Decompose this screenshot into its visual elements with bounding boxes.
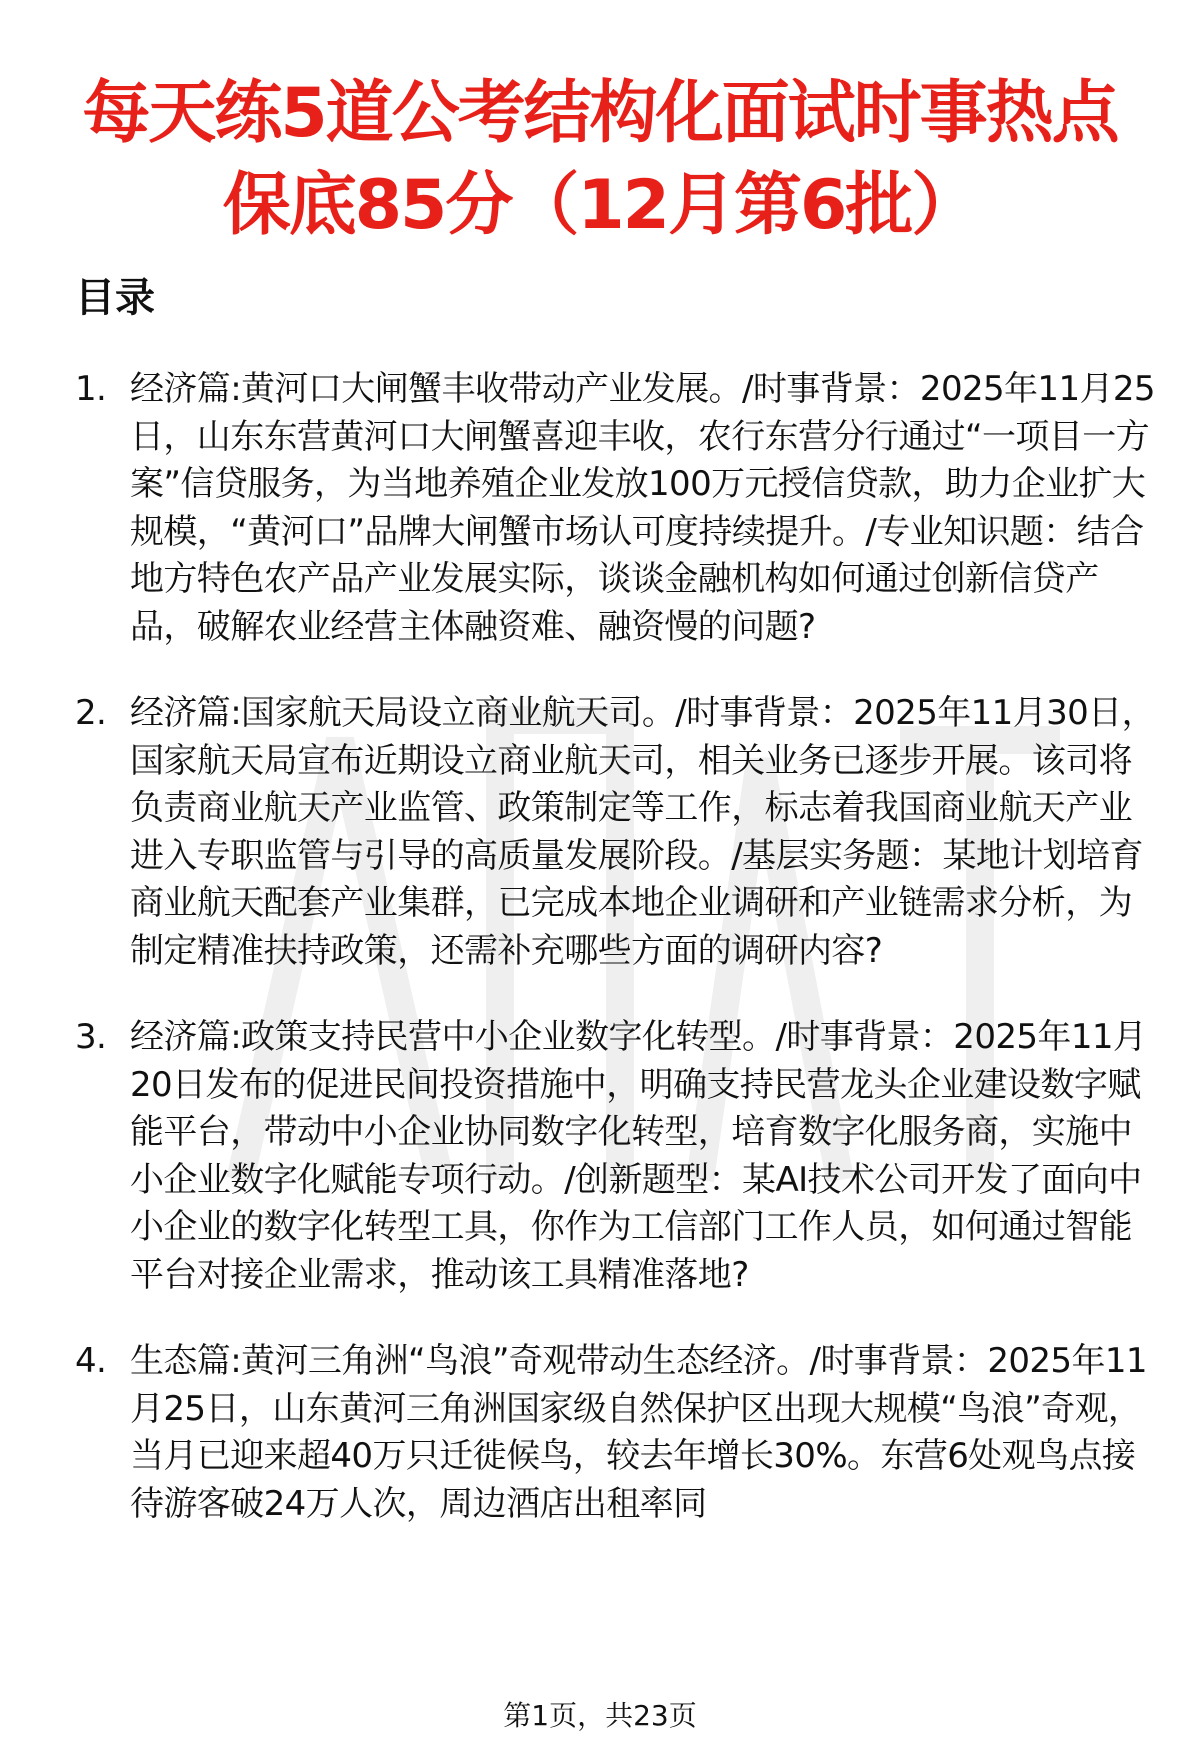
title-line-1: 每天练5道公考结构化面试时事热点 xyxy=(82,74,1118,153)
toc-heading: 目录 xyxy=(75,275,155,321)
title-line-2: 保底85分（12月第6批） xyxy=(222,166,978,245)
document-title xyxy=(0,68,1200,252)
item-number: 4. xyxy=(75,1341,107,1381)
list-item xyxy=(75,366,1155,651)
item-text: 经济篇:国家航天局设立商业航天司。/时事背景：2025年11月30日，国家航天局宣布近期设立商业航天司，相关业务已逐步开展。该司将负责商业航天产业监管、政策制定等工作，标志着我国商业航天产业进入专职监管与引导的高质量发展阶段。/基层实务题：某地计划培育商业航天配套产业集群，已完成本地企业调研和产业链需求分析，为制定精准扶持政策，还需补充哪些方面的调研内容? xyxy=(130,693,1155,971)
page-footer: 第1页，共23页 xyxy=(503,1699,697,1732)
item-number: 3. xyxy=(75,1017,107,1057)
list-item xyxy=(75,690,1155,975)
item-number: 1. xyxy=(75,369,107,409)
list-item xyxy=(75,1338,1155,1528)
item-number: 2. xyxy=(75,693,107,733)
item-text: 生态篇:黄河三角洲“鸟浪”奇观带动生态经济。/时事背景：2025年11月25日，山东黄河三角洲国家级自然保护区出现大规模“鸟浪”奇观，当月已迎来超40万只迁徙候鸟，较去年增长30%。东营6处观鸟点接待游客破24万人次，周边酒店出租率同 xyxy=(130,1341,1147,1524)
item-text: 经济篇:黄河口大闸蟹丰收带动产业发展。/时事背景：2025年11月25日，山东东营黄河口大闸蟹喜迎丰收，农行东营分行通过“一项目一方案”信贷服务，为当地养殖企业发放100万元授信贷款，助力企业扩大规模，“黄河口”品牌大闸蟹市场认可度持续提升。/专业知识题：结合地方特色农产品产业发展实际，谈谈金融机构如何通过创新信贷产品，破解农业经营主体融资难、融资慢的问题? xyxy=(130,369,1155,647)
item-text: 经济篇:政策支持民营中小企业数字化转型。/时事背景：2025年11月20日发布的促进民间投资措施中，明确支持民营龙头企业建设数字赋能平台，带动中小企业协同数字化转型，培育数字化服务商，实施中小企业数字化赋能专项行动。/创新题型：某AI技术公司开发了面向中小企业的数字化转型工具，你作为工信部门工作人员，如何通过智能平台对接企业需求，推动该工具精准落地? xyxy=(130,1017,1147,1295)
topic-list xyxy=(75,366,1155,1567)
list-item xyxy=(75,1014,1155,1299)
